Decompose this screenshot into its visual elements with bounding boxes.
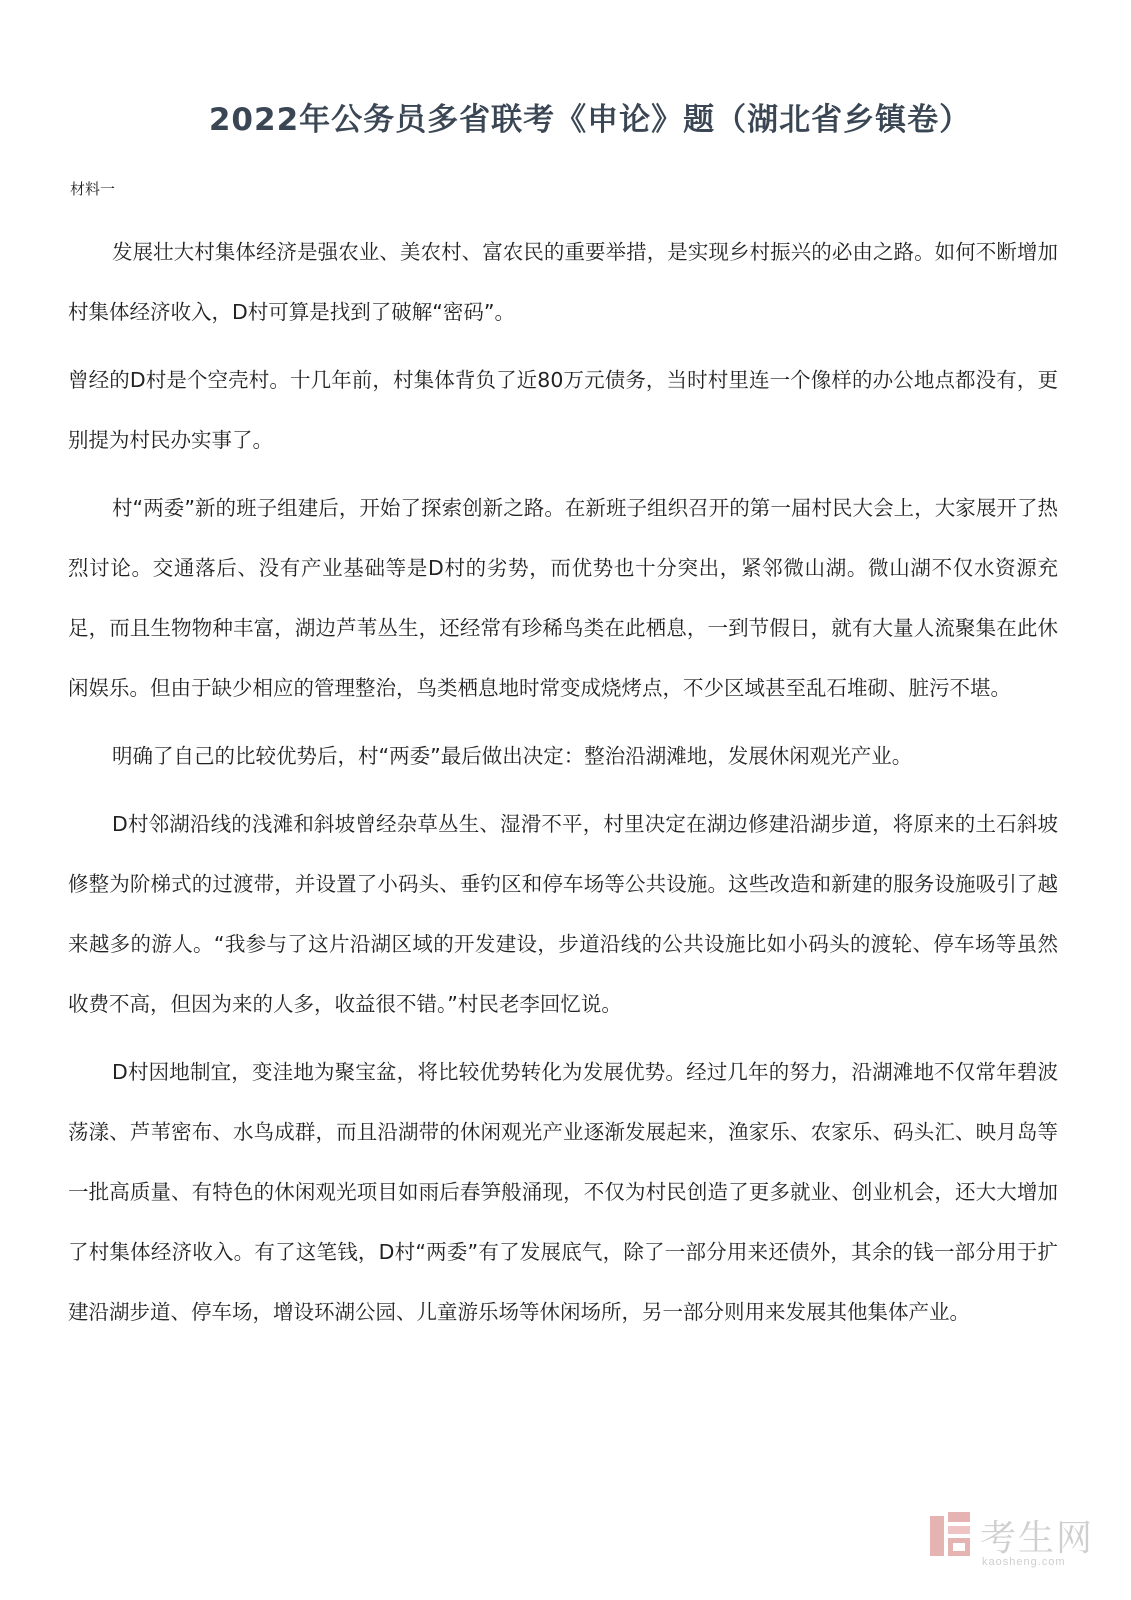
paragraph: D村邻湖沿线的浅滩和斜坡曾经杂草丛生、湿滑不平，村里决定在湖边修建沿湖步道，将原来的土石斜坡修整为阶梯式的过渡带，并设置了小码头、垂钓区和停车场等公共设施。这些改造和新建的服务设施吸引了越来越多的游人。“我参与了这片沿湖区域的开发建设，步道沿线的公共设施比如小码头的渡轮、停车场等虽然收费不高，但因为来的人多，收益很不错。”村民老李回忆说。	[68, 812, 1058, 1016]
watermark-url: kaosheng.com	[982, 1556, 1066, 1568]
watermark-brand: 考生网	[980, 1518, 1095, 1559]
paragraph: 曾经的D村是个空壳村。十几年前，村集体背负了近80万元债务，当时村里连一个像样的办公地点都没有，更别提为村民办实事了。	[68, 368, 1058, 452]
watermark	[928, 1510, 1108, 1580]
paragraph: D村因地制宜，变洼地为聚宝盆，将比较优势转化为发展优势。经过几年的努力，沿湖滩地不仅常年碧波荡漾、芦苇密布、水鸟成群，而且沿湖带的休闲观光产业逐渐发展起来，渔家乐、农家乐、码头汇、映月岛等一批高质量、有特色的休闲观光项目如雨后春笋般涌现，不仅为村民创造了更多就业、创业机会，还大大增加了村集体经济收入。有了这笔钱，D村“两委”有了发展底气，除了一部分用来还债外，其余的钱一部分用于扩建沿湖步道、停车场，增设环湖公园、儿童游乐场等休闲场所，另一部分则用来发展其他集体产业。	[68, 1060, 1058, 1324]
document-body	[68, 222, 1058, 1350]
paragraph: 发展壮大村集体经济是强农业、美农村、富农民的重要举措，是实现乡村振兴的必由之路。如何不断增加村集体经济收入，D村可算是找到了破解“密码”。	[68, 240, 1058, 324]
paragraph: 明确了自己的比较优势后，村“两委”最后做出决定：整治沿湖滩地，发展休闲观光产业。	[112, 744, 913, 768]
paragraph: 村“两委”新的班子组建后，开始了探索创新之路。在新班子组织召开的第一届村民大会上，大家展开了热烈讨论。交通落后、没有产业基础等是D村的劣势，而优势也十分突出，紧邻微山湖。微山湖不仅水资源充足，而且生物物种丰富，湖边芦苇丛生，还经常有珍稀鸟类在此栖息，一到节假日，就有大量人流聚集在此休闲娱乐。但由于缺少相应的管理整治，鸟类栖息地时常变成烧烤点，不少区域甚至乱石堆砌、脏污不堪。	[68, 496, 1058, 700]
page-title: 2022年公务员多省联考《申论》题（湖北省乡镇卷）	[208, 102, 972, 138]
section-label: 材料一	[70, 180, 116, 198]
kaosheng-logo-icon	[928, 1510, 972, 1560]
